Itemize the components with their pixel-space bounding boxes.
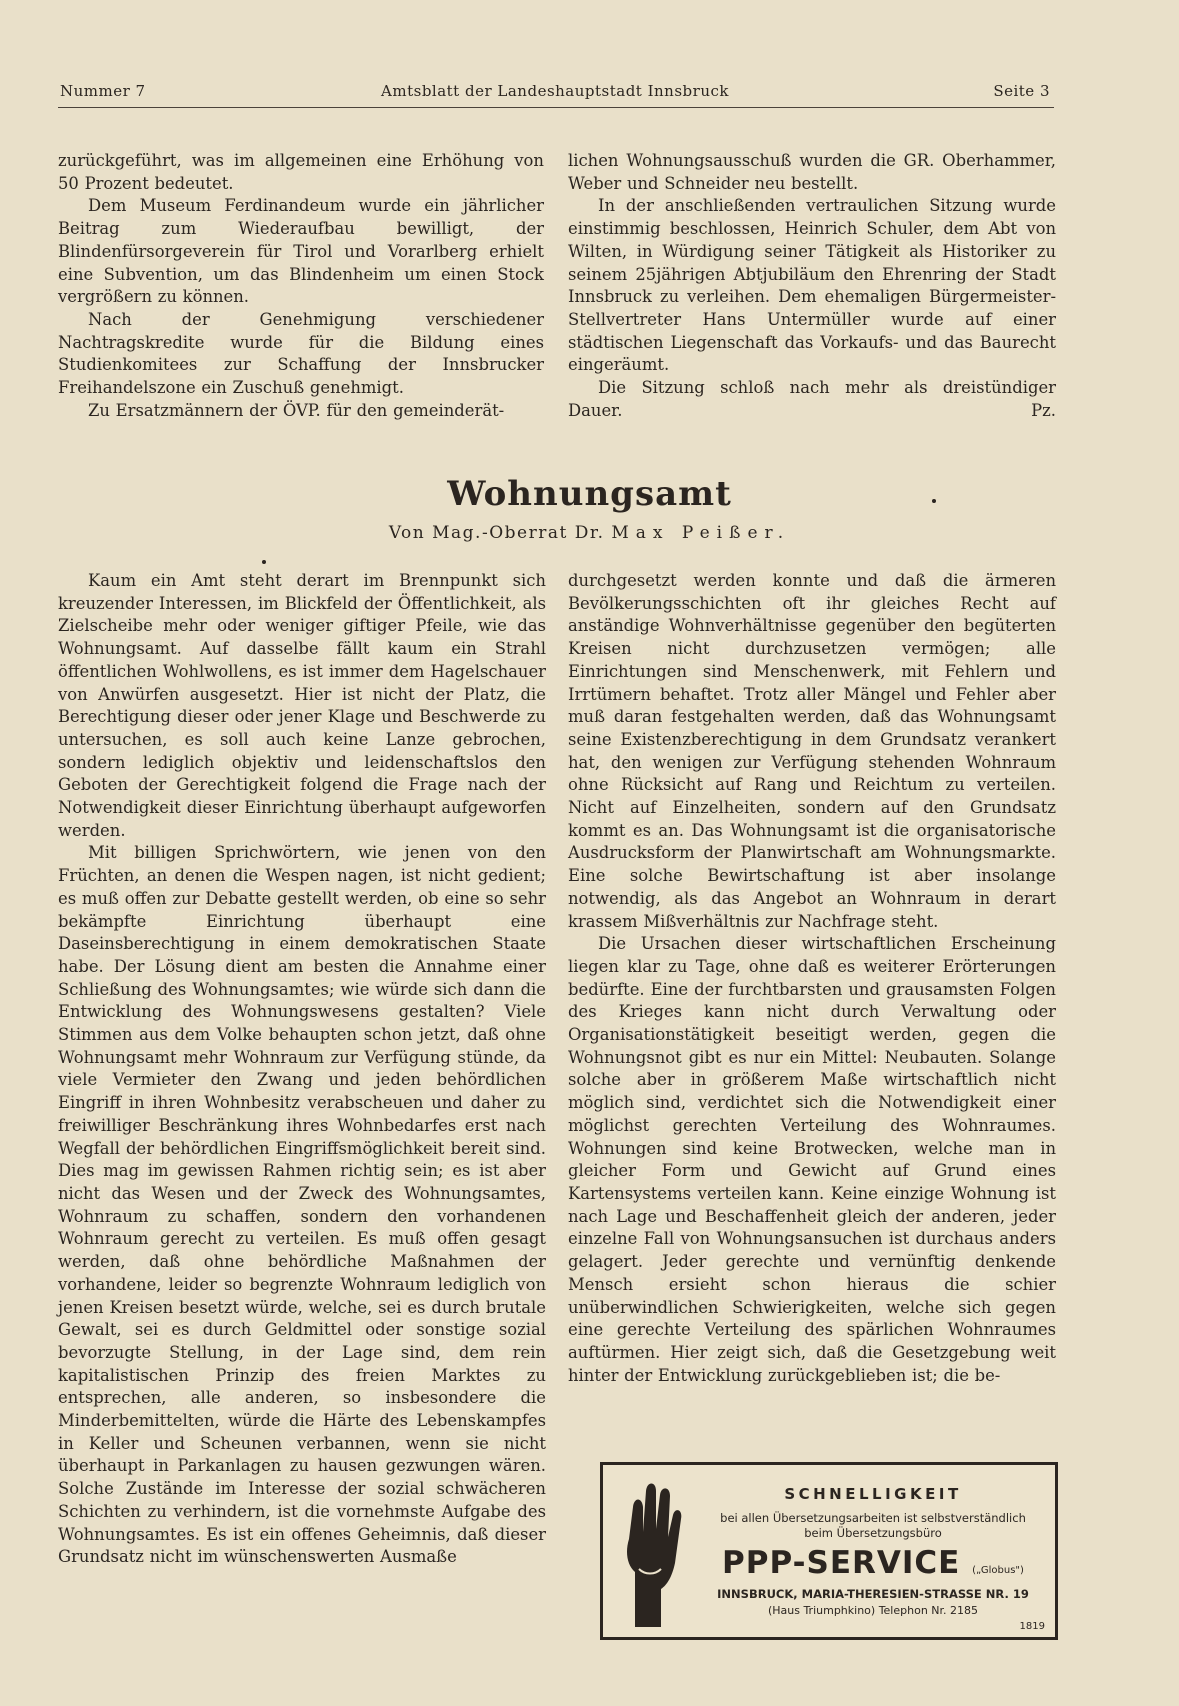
author-signature: Pz. [1031,400,1056,420]
ad-phone: (Haus Triumphkino) Telephon Nr. 2185 [767,1604,979,1617]
ad-brand [693,1545,1053,1581]
paragraph: lichen Wohnungsausschuß wurden die GR. Oberhammer, Weber und Schneider neu bestellt. [568,151,1056,193]
paragraph: Zu Ersatzmännern der ÖVP. für den gemeinderät- [88,400,505,420]
page-number: Seite 3 [993,82,1050,100]
paragraph: Kaum ein Amt steht derart im Brennpunkt sich kreuzender Interessen, im Blickfeld der Öffentlichkeit, als Zielscheibe mehr oder weniger giftiger Pfeile, wie das Wohnungsamt. Auf dasselbe fällt kaum ein Strahl öffentlichen Wohlwollens, es ist immer dem Hagelschauer von Anwürfen ausgesetzt. Hier ist nicht der Platz, die Berechtigung dieser oder jener Klage und Beschwerde zu untersuchen, es soll auch keine Lanze gebrochen, sondern lediglich objektiv und leidenschaftslos den Geboten der Gerechtigkeit folgend die Frage nach der Notwendigkeit dieser Einrichtung überhaupt aufgeworfen werden. [58,571,546,840]
byline-prefix: Von Mag.-Oberrat Dr. [388,523,605,543]
page-header [60,82,1050,104]
ad-subline-1: bei allen Übersetzungsarbeiten ist selbstverständlich [720,1511,1026,1525]
print-speck [932,499,936,503]
ad-subline-2: beim Übersetzungsbüro [804,1526,942,1540]
article-left-column [58,570,546,1569]
ad-subline [693,1511,1053,1541]
article-byline [0,523,1179,543]
print-speck [262,560,266,564]
council-report-left-column [58,150,544,422]
paragraph-text: Die Sitzung schloß nach mehr als dreistündiger Dauer. [568,378,1056,420]
ad-kicker: SCHNELLIGKEIT [784,1485,962,1503]
article-right-column [568,570,1056,1387]
hand-icon [615,1477,685,1627]
paragraph: Die Ursachen dieser wirtschaftlichen Erscheinung liegen klar zu Tage, ohne daß es weiterer Erörterungen bedürfte. Eine der furchtbarsten und grausamsten Folgen des Krieges kann nicht durch Verwaltung oder Organisationstätigkeit beseitigt werden, gegen die Wohnungsnot gibt es nur ein Mittel: Neubauten. Solange solche aber in größerem Maße wirtschaftlich nicht möglich sind, verdichtet sich die Notwendigkeit einer möglichst gerechten Verteilung des Wohnraumes. Wohnungen sind keine Brotwecken, welche man in gleicher Form und Gewicht auf Grund eines Kartensystems verteilen kann. Keine einzige Wohnung ist nach Lage und Beschaffenheit gleich der anderen, jeder einzelne Fall von Wohnungsansuchen ist durchaus anders gelagert. Jeder gerechte und vernünftig denkende Mensch ersieht schon hieraus die schier unüberwindlichen Schwierigkeiten, welche sich gegen eine gerechte Verteilung des spärlichen Wohnraumes auftürmen. Hier zeigt sich, daß die Gesetzgebung weit hinter der Entwicklung zurückgeblieben ist; die be- [568,934,1056,1385]
ad-address: INNSBRUCK, MARIA-THERESIEN-STRASSE NR. 19 [717,1587,1029,1601]
paragraph: Nach der Genehmigung verschiedener Nachtragskredite wurde für die Bildung eines Studienkomitees zur Schaffung der Innsbrucker Freihandelszone ein Zuschuß genehmigt. [58,309,544,398]
byline-author: Max Peißer. [611,523,791,543]
paragraph: Dem Museum Ferdinandeum wurde ein jährlicher Beitrag zum Wiederaufbau bewilligt, der Blindenfürsorgeverein für Tirol und Vorarlberg erhielt eine Subvention, um das Blindenheim um einen Stock vergrößern zu können. [58,196,544,307]
paragraph: Mit billigen Sprichwörtern, wie jenen von den Früchten, an denen die Wespen nagen, ist nicht gedient; es muß offen zur Debatte gestellt werden, ob eine so sehr bekämpfte Einrichtung überhaupt eine Daseinsberechtigung in einem demokratischen Staate habe. Der Lösung dient am besten die Annahme einer Schließung des Wohnungsamtes; wie würde sich dann die Entwicklung des Wohnungswesens gestalten? Viele Stimmen aus dem Volke behaupten schon jetzt, daß ohne Wohnungsamt mehr Wohnraum zur Verfügung stünde, da viele Vermieter den Zwang und jeden behördlichen Eingriff in ihren Wohnbesitz verabscheuen und daher zu freiwilliger Beschränkung ihres Wohnbedarfes erst nach Wegfall der behördlichen Eingriffsmöglichkeit bereit sind. Dies mag im gewissen Rahmen richtig sein; es ist aber nicht das Wesen und der Zweck des Wohnungsamtes, Wohnraum zu schaffen, sondern den vorhandenen Wohnraum gerecht zu verteilen. Es muß offen gesagt werden, daß ohne behördliche Maßnahmen der vorhandene, leider so begrenzte Wohnraum lediglich von jenen Kreisen besetzt würde, welche, sei es durch brutale Gewalt, sei es durch Geldmittel oder sonstige sozial bevorzugte Stellung, in der Lage sind, dem rein kapitalistischen Prinzip des freien Marktes zu entsprechen, alle anderen, so insbesondere die Minderbemittelten, würde die Härte des Lebenskampfes in Keller und Scheunen verbannen, wenn sie nicht überhaupt in Parkanlagen zu hausen gezwungen wären. Solche Zustände im Interesse der sozial schwächeren Schichten zu verhindern, ist die vornehmste Aufgabe des Wohnungsamtes. Es ist ein offenes Geheimnis, daß dieser Grundsatz nicht im wünschenswerten Ausmaße [58,843,546,1567]
ad-number: 1819 [1019,1621,1045,1632]
issue-number: Nummer 7 [60,82,146,100]
paragraph: In der anschließenden vertraulichen Sitzung wurde einstimmig beschlossen, Heinrich Schuler, dem Abt von Wilten, in Würdigung seiner Tätigkeit als Historiker zu seinem 25jährigen Abtjubiläum den Ehrenring der Stadt Innsbruck zu verleihen. Dem ehemaligen Bürgermeister-Stellvertreter Hans Untermüller wurde auf einer städtischen Liegenschaft das Vorkaufs- und das Baurecht eingeräumt. [568,196,1056,375]
header-rule [58,107,1054,108]
paragraph: zurückgeführt, was im allgemeinen eine Erhöhung von 50 Prozent bedeutet. [58,151,544,193]
paragraph: durchgesetzt werden konnte und daß die ärmeren Bevölkerungsschichten oft ihr gleiches Recht auf anständige Wohnverhältnisse gegenüber den begüterten Kreisen nicht durchzusetzen vermögen; alle Einrichtungen sind Menschenwerk, mit Fehlern und Irrtümern behaftet. Trotz aller Mängel und Fehler aber muß daran festgehalten werden, daß das Wohnungsamt seine Existenzberechtigung in dem Grundsatz verankert hat, den wenigen zur Verfügung stehenden Wohnraum ohne Rücksicht auf Rang und Reichtum zu verteilen. Nicht auf Einzelheiten, sondern auf den Grundsatz kommt es an. Das Wohnungsamt ist die organisatorische Ausdrucksform der Planwirtschaft am Wohnungsmarkte. Eine solche Bewirtschaftung ist aber insolange notwendig, als das Angebot an Wohnraum in derart krassem Mißverhältnis zur Nachfrage steht. [568,571,1056,931]
paragraph [568,377,1056,422]
council-report-right-column [568,150,1056,422]
article-title: Wohnungsamt [447,474,732,514]
ad-brand-name: PPP-SERVICE [722,1545,961,1581]
publication-title: Amtsblatt der Landeshauptstadt Innsbruck [381,82,729,100]
advertisement [600,1462,1058,1640]
ad-brand-note: („Globus") [972,1565,1024,1576]
